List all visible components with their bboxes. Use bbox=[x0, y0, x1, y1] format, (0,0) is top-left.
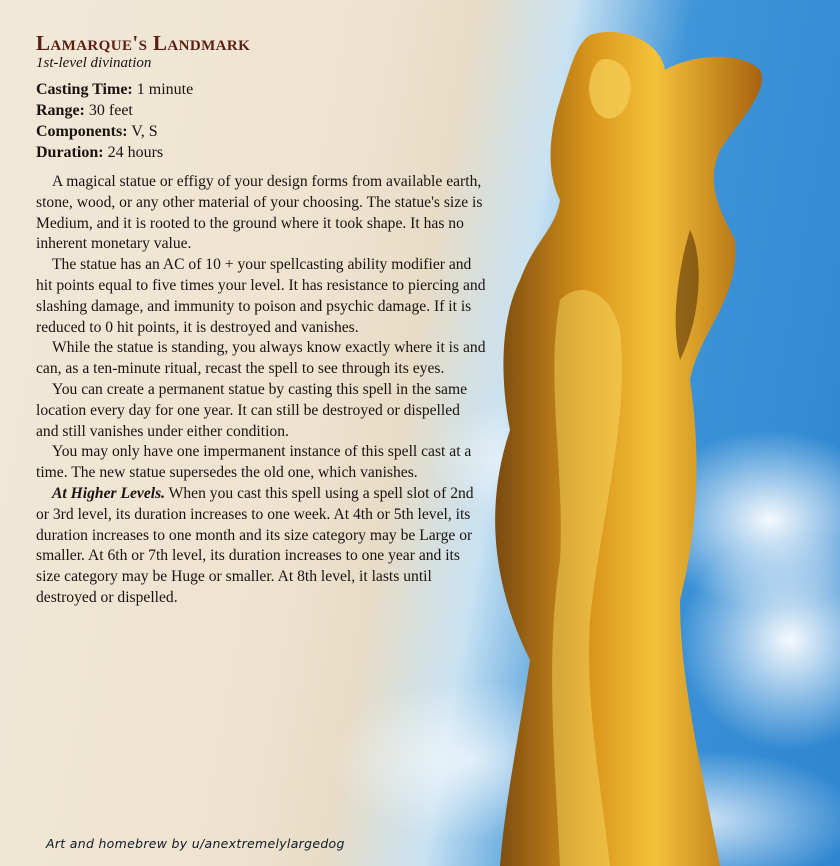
range-value: 30 feet bbox=[88, 102, 133, 119]
casting-time-row bbox=[36, 79, 486, 100]
components-row bbox=[36, 121, 486, 142]
description-paragraph: A magical statue or effigy of your design forms from available earth, stone, wood, or any other material of your choosing. The statue's size is Medium, and it is rooted to the ground where it took shape. It has no inherent monetary value. bbox=[36, 173, 483, 253]
components-value: V, S bbox=[131, 123, 158, 140]
duration-value: 24 hours bbox=[107, 144, 164, 161]
description-paragraph: You may only have one impermanent instance of this spell cast at a time. The new statue supersedes the old one, which vanishes. bbox=[36, 443, 472, 482]
higher-levels-label: At Higher Levels. bbox=[52, 484, 166, 502]
range-row bbox=[36, 100, 486, 121]
spell-description bbox=[36, 172, 486, 609]
description-paragraph: You can create a permanent statue by casting this spell in the same location every day for one year. It can still be destroyed or dispelled and still vanishes under either condition. bbox=[36, 380, 467, 440]
spell-title: Lamarque's Landmark bbox=[36, 31, 251, 55]
spell-level-school: 1st-level divination bbox=[36, 55, 152, 71]
description-paragraph: While the statue is standing, you always know exactly where it is and can, as a ten-minute ritual, recast the spell to see through its eyes. bbox=[36, 339, 486, 378]
duration-label: Duration: bbox=[36, 144, 104, 161]
description-paragraph: The statue has an AC of 10 + your spellcasting ability modifier and hit points equal to five times your level. It has resistance to piercing and slashing damage, and immunity to poison and psychic damage. If it is reduced to 0 hit points, it is destroyed and vanishes. bbox=[36, 256, 486, 336]
higher-levels-text: When you cast this spell using a spell slot of 2nd or 3rd level, its duration increases to one week. At 4th or 5th level, its duration increases to one month and its size category may be Large or smaller. At 6th or 7th level, its duration increases to one year and its size category may be Huge or smaller. At 8th level, it lasts until destroyed or dispelled. bbox=[36, 484, 474, 606]
components-label: Components: bbox=[36, 123, 128, 140]
casting-time-value: 1 minute bbox=[136, 81, 194, 98]
spell-text bbox=[36, 32, 486, 609]
art-credit: Art and homebrew by u/anextremelylargedog bbox=[46, 836, 345, 851]
range-label: Range: bbox=[36, 102, 85, 119]
higher-levels-paragraph bbox=[36, 484, 486, 609]
casting-time-label: Casting Time: bbox=[36, 81, 133, 98]
duration-row bbox=[36, 142, 486, 163]
